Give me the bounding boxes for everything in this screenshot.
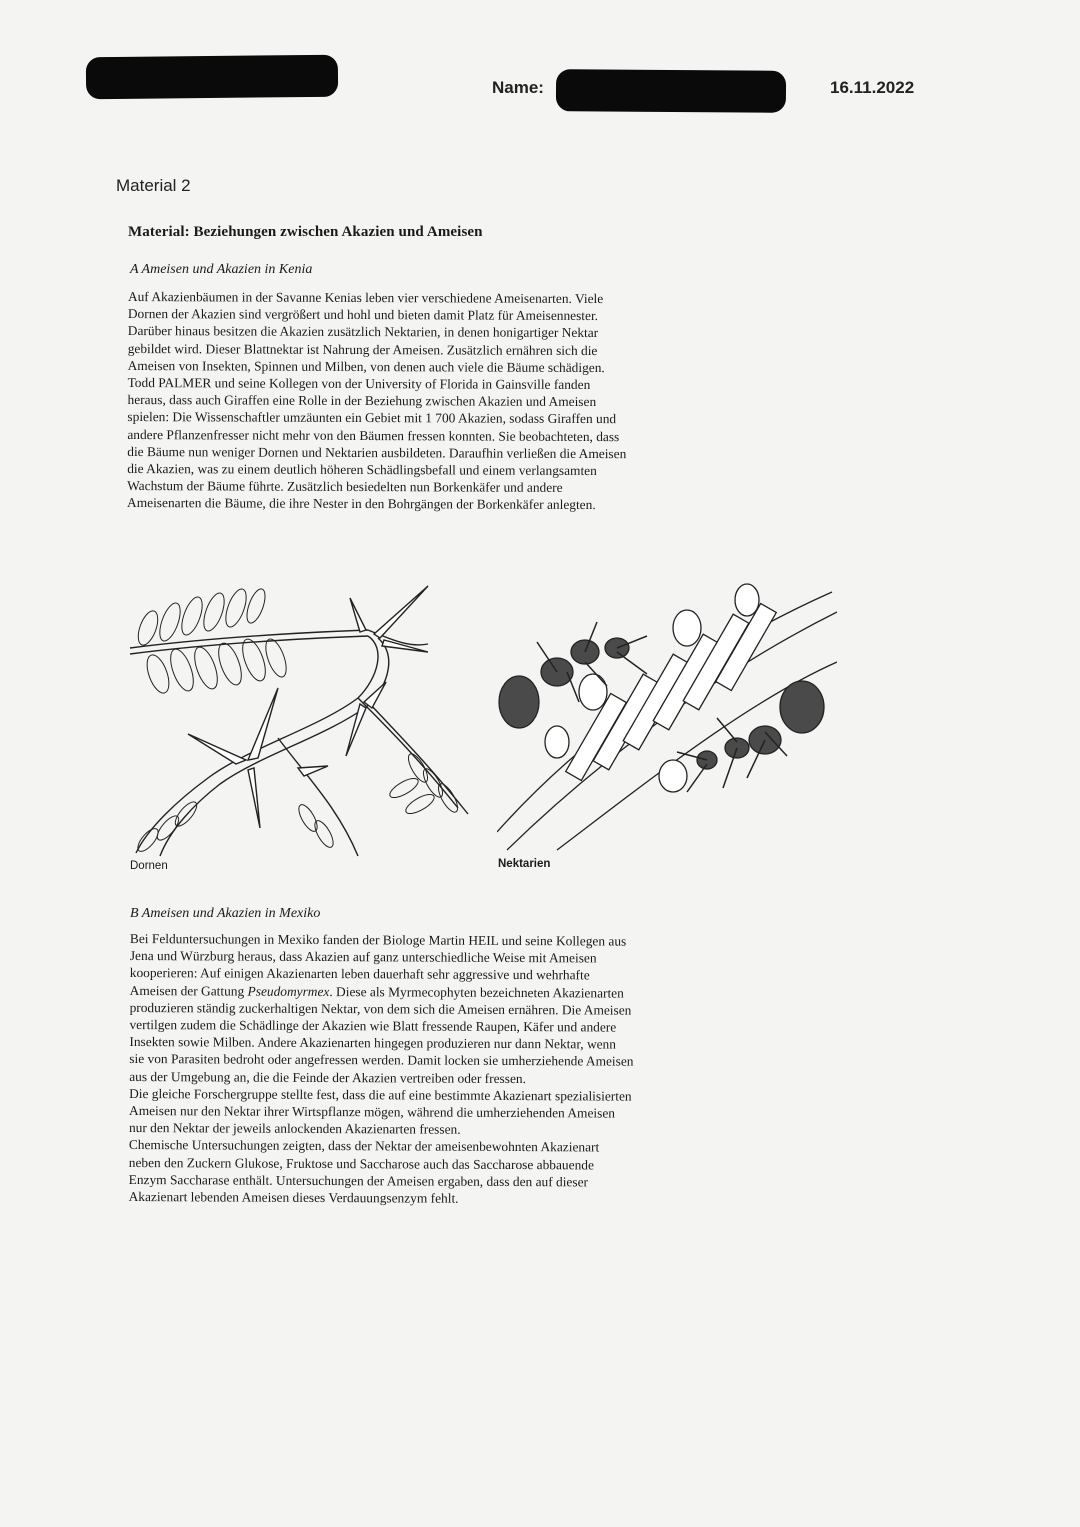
text-line: Auf Akazienbäumen in der Savanne Kenias leben vier verschiedene Ameisenarten. Viele (127, 289, 604, 307)
text-line: neben den Zuckern Glukose, Fruktose und Saccharose auch das Saccharose abbauende (128, 1154, 594, 1173)
text-line: gebildet wird. Dieser Blattnektar ist Nahrung der Ameisen. Zusätzlich ernähren sich die (127, 340, 598, 358)
text-line: Die gleiche Forschergruppe stellte fest, dass die auf eine bestimmte Akazienart spezialisierten (129, 1085, 632, 1104)
section-a-heading: A Ameisen und Akazien in Kenia (130, 262, 313, 277)
text-line: Wachstum der Bäume führte. Zusätzlich besiedelten nun Borkenkäfer und andere (127, 478, 563, 496)
text-line: heraus, dass auch Giraffen eine Rolle in der Beziehung zwischen Akazien und Ameisen (127, 392, 597, 410)
text-line: spielen: Die Wissenschaftler umzäunten ein Gebiet mit 1 700 Akazien, sodass Giraffen und (127, 409, 617, 427)
text-line: produzieren ständig zuckerhaltigen Nektar, von dem sich die Ameisen ernähren. Die Ameisen (129, 999, 632, 1018)
text-line: nur den Nektar der jeweils anlockenden Akazienarten fressen. (128, 1120, 461, 1137)
document-title: Material: Beziehungen zwischen Akazien und Ameisen (128, 224, 483, 240)
redacted-name (556, 69, 786, 113)
text-line: die Akazien, was zu einem deutlich höheren Schädlingsbefall und einem verlangsamten (127, 461, 597, 479)
name-label: Name: (492, 78, 544, 97)
text-line: Ameisenarten die Bäume, die ihre Nester in den Bohrgängen der Borkenkäfer anlegten. (127, 495, 596, 513)
date-label: 16.11.2022 (830, 78, 915, 97)
thorns-caption: Dornen (130, 860, 168, 872)
thorns-illustration (128, 578, 473, 858)
nectaries-caption: Nektarien (498, 858, 551, 870)
text-line: Ameisen der Gattung Pseudomyrmex. Diese als Myrmecophyten bezeichneten Akazienarten (129, 982, 624, 1001)
text-line: Enzym Saccharase enthält. Untersuchungen der Ameisen ergaben, dass den auf dieser (128, 1171, 589, 1190)
section-b-text (129, 930, 810, 1209)
text-line: Chemische Untersuchungen zeigten, dass der Nektar der ameisenbewohnten Akazienart (128, 1137, 600, 1155)
section-a-text (127, 288, 808, 515)
text-line: Darüber hinaus besitzen die Akazien zusätzlich Nektarien, in denen honigartiger Nektar (127, 323, 599, 341)
text-line: kooperieren: Auf einigen Akazienarten leben dauerhaft sehr aggressive und wehrhafte (129, 965, 590, 983)
text-line: Bei Felduntersuchungen in Mexiko fanden der Biologe Martin HEIL und seine Kollegen aus (129, 931, 627, 949)
section-b-heading: B Ameisen und Akazien in Mexiko (130, 906, 321, 921)
text-line: Ameisen von Insekten, Spinnen und Milben, von denen auch viele die Bäume schädigen. (127, 357, 605, 375)
text-line: die Bäume nun weniger Dornen und Nektarien ausbildeten. Daraufhin verließen die Ameisen (127, 443, 627, 462)
text-line: Dornen der Akazien sind vergrößert und hohl und bieten damit Platz für Ameisennester. (127, 306, 599, 324)
text-line: sie von Parasiten bedroht oder angefressen werden. Damit locken sie umherziehende Ameisen (129, 1051, 634, 1070)
nectaries-illustration (497, 582, 837, 854)
text-line: Todd PALMER und seine Kollegen von der University of Florida in Gainsville fanden (127, 375, 591, 393)
text-line: Ameisen nur den Nektar ihrer Wirtspflanze mögen, während die umherziehenden Ameisen (129, 1103, 616, 1121)
text-line: aus der Umgebung an, die die Feinde der Akazien vertreiben oder fressen. (129, 1068, 527, 1086)
text-line: Insekten sowie Milben. Andere Akazienarten hingegen produzieren nur dann Nektar, wenn (129, 1034, 617, 1052)
text-line: andere Pflanzenfresser nicht mehr von den Bäumen fressen konnten. Sie beobachteten, dass (127, 426, 620, 444)
material-label: Material 2 (116, 176, 191, 195)
text-line: Jena und Würzburg heraus, dass Akazien auf ganz unterschiedliche Weise mit Ameisen (129, 948, 597, 966)
redaction-bar (86, 55, 338, 100)
text-line: Akazienart lebenden Ameisen dieses Verdauungsenzym fehlt. (128, 1189, 459, 1206)
text-line: vertilgen zudem die Schädlinge der Akazien wie Blatt fressende Raupen, Käfer und andere (129, 1017, 617, 1035)
